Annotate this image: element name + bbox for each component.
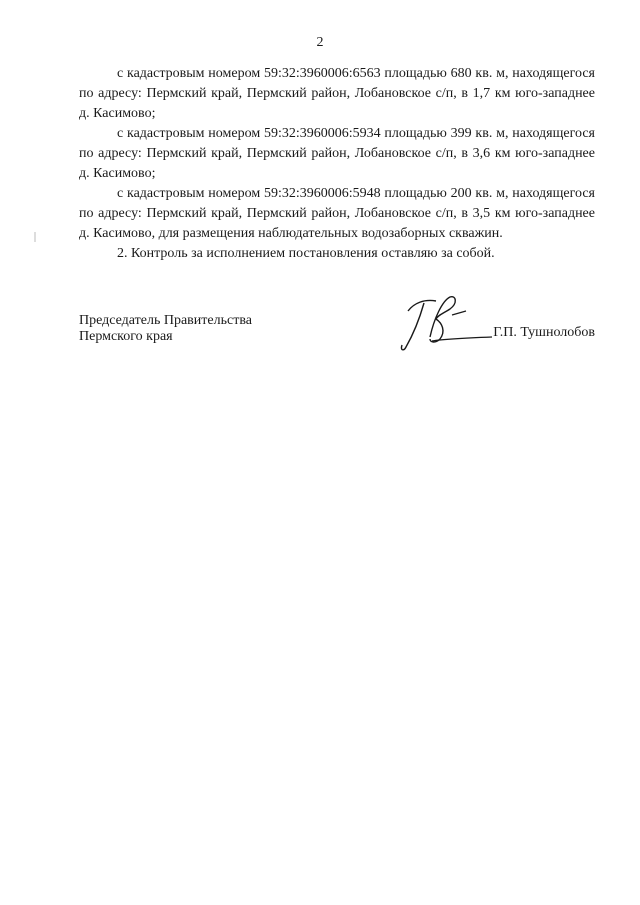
signatory-name: Г.П. Тушнолобов (493, 325, 595, 340)
document-body (79, 64, 595, 264)
paragraph-parcel-6563: с кадастровым номером 59:32:3960006:6563 площадью 680 кв. м, находящегося по адресу: Пермский край, Пермский район, Лобановское с/п, в 1,7 км юго-западнее д. Касимово; (79, 66, 595, 121)
page-number: 2 (316, 35, 324, 50)
paragraph-control-clause: 2. Контроль за исполнением постановления оставляю за собой. (117, 246, 495, 261)
signatory-title-line1: Председатель Правительства (79, 313, 252, 328)
signatory-title-line2: Пермского края (79, 329, 173, 344)
paragraph-parcel-5934: с кадастровым номером 59:32:3960006:5934 площадью 399 кв. м, находящегося по адресу: Пермский край, Пермский район, Лобановское с/п, в 3,6 км юго-западнее д. Касимово; (79, 126, 595, 181)
handwritten-signature (394, 289, 494, 359)
signatory-title (79, 313, 252, 345)
margin-mark (34, 232, 36, 242)
paragraph-parcel-5948: с кадастровым номером 59:32:3960006:5948 площадью 200 кв. м, находящегося по адресу: Пермский край, Пермский район, Лобановское с/п, в 3,5 км юго-западнее д. Касимово, для размещения наблюдательных водозаборных скважин. (79, 186, 595, 241)
signature-block (79, 313, 595, 363)
